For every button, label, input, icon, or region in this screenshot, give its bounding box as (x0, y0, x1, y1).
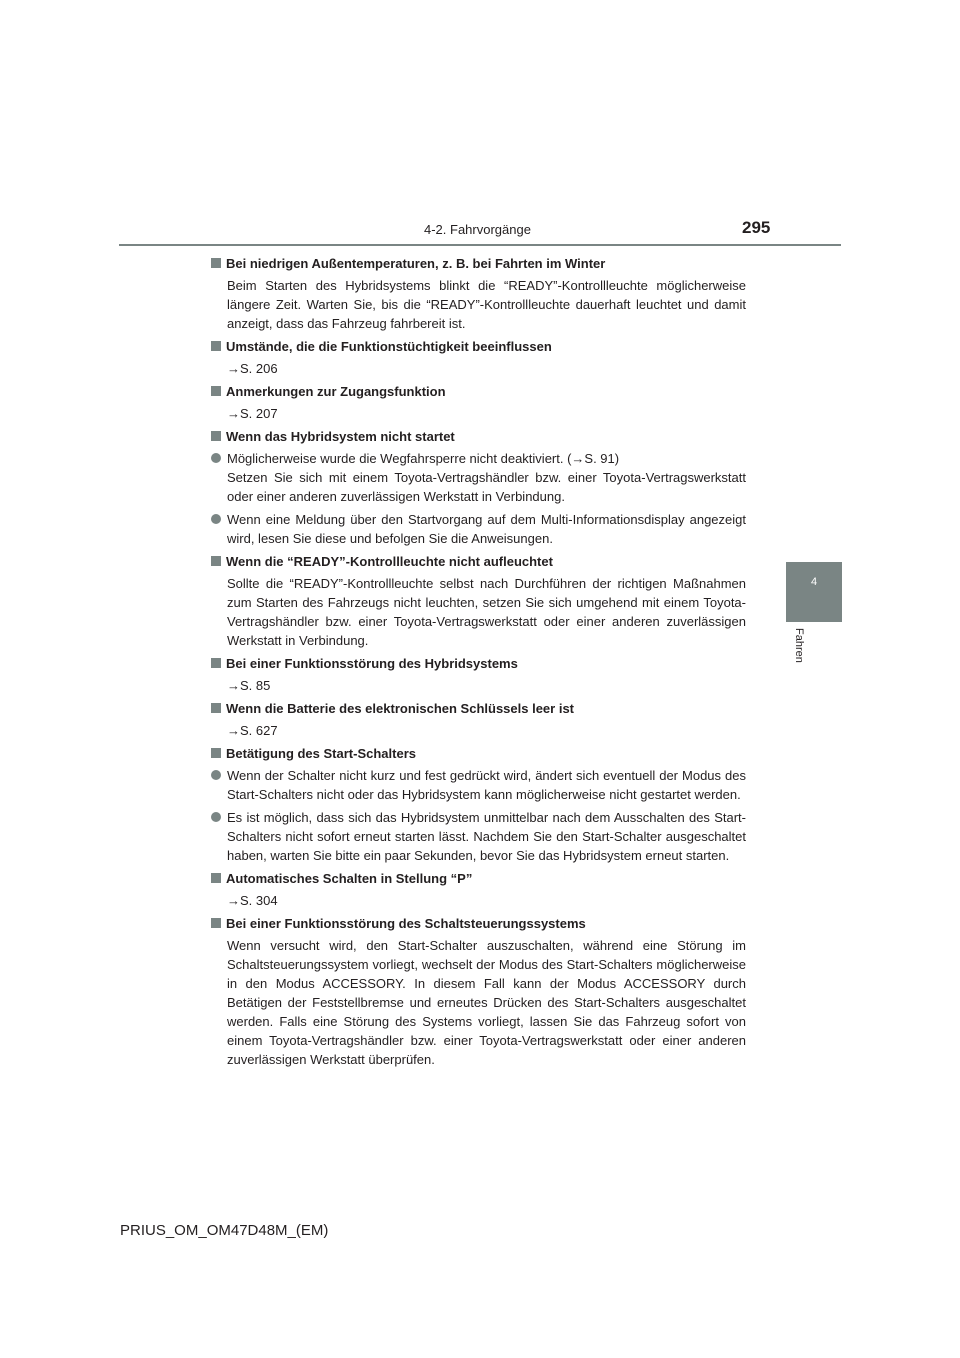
body-paragraph: Sollte die “READY”-Kontrollleuchte selbst nach Durchführen der richtigen Maßnahmen zum Starten des Fahrzeugs nicht leuchten, setzen Sie sich umgehend mit einem Toyota-Vertragshändler bzw. einer Toyota-Vertragswerkstatt oder einer anderen zuverlässigen Werkstatt in Verbindung. (227, 576, 746, 648)
page-reference: →S. 207 (227, 406, 278, 421)
bullet-text: Wenn eine Meldung über den Startvorgang auf dem Multi-Informationsdisplay angezeigt wird, lesen Sie diese und befolgen Sie die Anweisungen. (227, 512, 746, 546)
section-heading-text: Bei einer Funktionsstörung des Hybridsystems (226, 656, 518, 671)
bullet-item (210, 510, 746, 548)
section-heading (210, 869, 746, 888)
square-bullet-icon (211, 918, 221, 928)
round-bullet-icon (211, 514, 221, 524)
section-heading (210, 427, 746, 446)
bullet-item (210, 449, 746, 506)
page-reference: →S. 304 (227, 893, 278, 908)
section-heading-text: Bei einer Funktionsstörung des Schaltsteuerungssystems (226, 916, 586, 931)
note-section (210, 552, 746, 650)
chapter-label: Fahren (793, 628, 805, 663)
note-section (210, 869, 746, 910)
note-section (210, 744, 746, 865)
section-heading-text: Umstände, die die Funktionstüchtigkeit beeinflussen (226, 339, 552, 354)
note-section (210, 382, 746, 423)
square-bullet-icon (211, 658, 221, 668)
header-divider (119, 244, 841, 246)
note-section (210, 337, 746, 378)
square-bullet-icon (211, 431, 221, 441)
bullet-item (210, 766, 746, 804)
round-bullet-icon (211, 453, 221, 463)
section-heading-text: Wenn die Batterie des elektronischen Schlüssels leer ist (226, 701, 575, 716)
section-heading-text: Automatisches Schalten in Stellung “P” (226, 871, 473, 886)
page-reference: →S. 206 (227, 361, 278, 376)
section-heading (210, 914, 746, 933)
section-heading (210, 552, 746, 571)
page-reference: →S. 85 (227, 678, 271, 693)
section-heading (210, 382, 746, 401)
square-bullet-icon (211, 258, 221, 268)
section-heading-text: Bei niedrigen Außentemperaturen, z. B. bei Fahrten im Winter (226, 256, 606, 271)
square-bullet-icon (211, 386, 221, 396)
main-content (210, 254, 746, 1073)
bullet-item (210, 808, 746, 865)
section-heading-text: Anmerkungen zur Zugangsfunktion (226, 384, 446, 399)
section-heading (210, 337, 746, 356)
page-number: 295 (742, 218, 771, 237)
section-heading (210, 654, 746, 673)
page-reference: →S. 627 (227, 723, 278, 738)
section-heading-text: Wenn das Hybridsystem nicht startet (226, 429, 455, 444)
note-section (210, 654, 746, 695)
bullet-text: Wenn der Schalter nicht kurz und fest gedrückt wird, ändert sich eventuell der Modus des Start-Schalters nicht oder das Hybridsystem kann möglicherweise nicht gestartet werden. (227, 768, 746, 802)
note-section (210, 254, 746, 333)
section-heading (210, 744, 746, 763)
section-heading-text: Wenn die “READY”-Kontrollleuchte nicht aufleuchtet (226, 554, 553, 569)
square-bullet-icon (211, 873, 221, 883)
section-heading (210, 254, 746, 273)
bullet-text: Möglicherweise wurde die Wegfahrsperre nicht deaktiviert. (→S. 91) Setzen Sie sich mit einem Toyota-Vertragshändler bzw. einer Toyota-Vertragswerkstatt oder einer anderen zuverlässigen Werkstatt in Verbindung. (227, 451, 746, 504)
square-bullet-icon (211, 556, 221, 566)
chapter-number: 4 (810, 576, 818, 588)
square-bullet-icon (211, 703, 221, 713)
note-section (210, 427, 746, 548)
square-bullet-icon (211, 748, 221, 758)
header-section-title: 4-2. Fahrvorgänge (424, 222, 531, 237)
round-bullet-icon (211, 812, 221, 822)
body-paragraph: Beim Starten des Hybridsystems blinkt die “READY”-Kontrollleuchte möglicherweise längere Zeit. Warten Sie, bis die “READY”-Kontrollleuchte dauerhaft leuchtet und damit anzeigt, dass das Fahrzeug fahrbereit ist. (227, 278, 746, 331)
note-section (210, 699, 746, 740)
section-heading (210, 699, 746, 718)
chapter-tab (786, 562, 842, 622)
note-section (210, 914, 746, 1069)
round-bullet-icon (211, 770, 221, 780)
square-bullet-icon (211, 341, 221, 351)
bullet-text: Es ist möglich, dass sich das Hybridsystem unmittelbar nach dem Ausschalten des Start-Schalters nicht sofort erneut starten lässt. Nachdem Sie den Start-Schalter ausgeschaltet haben, warten Sie bitte ein paar Sekunden, bevor Sie das Hybridsystem erneut starten. (227, 810, 746, 863)
section-heading-text: Betätigung des Start-Schalters (226, 746, 416, 761)
footer-document-code: PRIUS_OM_OM47D48M_(EM) (120, 1222, 329, 1239)
body-paragraph: Wenn versucht wird, den Start-Schalter auszuschalten, während eine Störung im Schaltsteuerungssystem vorliegt, wechselt der Modus des Start-Schalters möglicherweise in den Modus ACCESSORY. In diesem Fall kann der Modus ACCESSORY durch Betätigen der Feststellbremse und erneutes Drücken des Start-Schalters ausgeschaltet werden. Falls eine Störung des Systems vorliegt, lassen Sie das Fahrzeug sofort von einem Toyota-Vertragshändler bzw. einer Toyota-Vertragswerkstatt oder einer anderen zuverlässigen Werkstatt überprüfen. (227, 938, 746, 1067)
